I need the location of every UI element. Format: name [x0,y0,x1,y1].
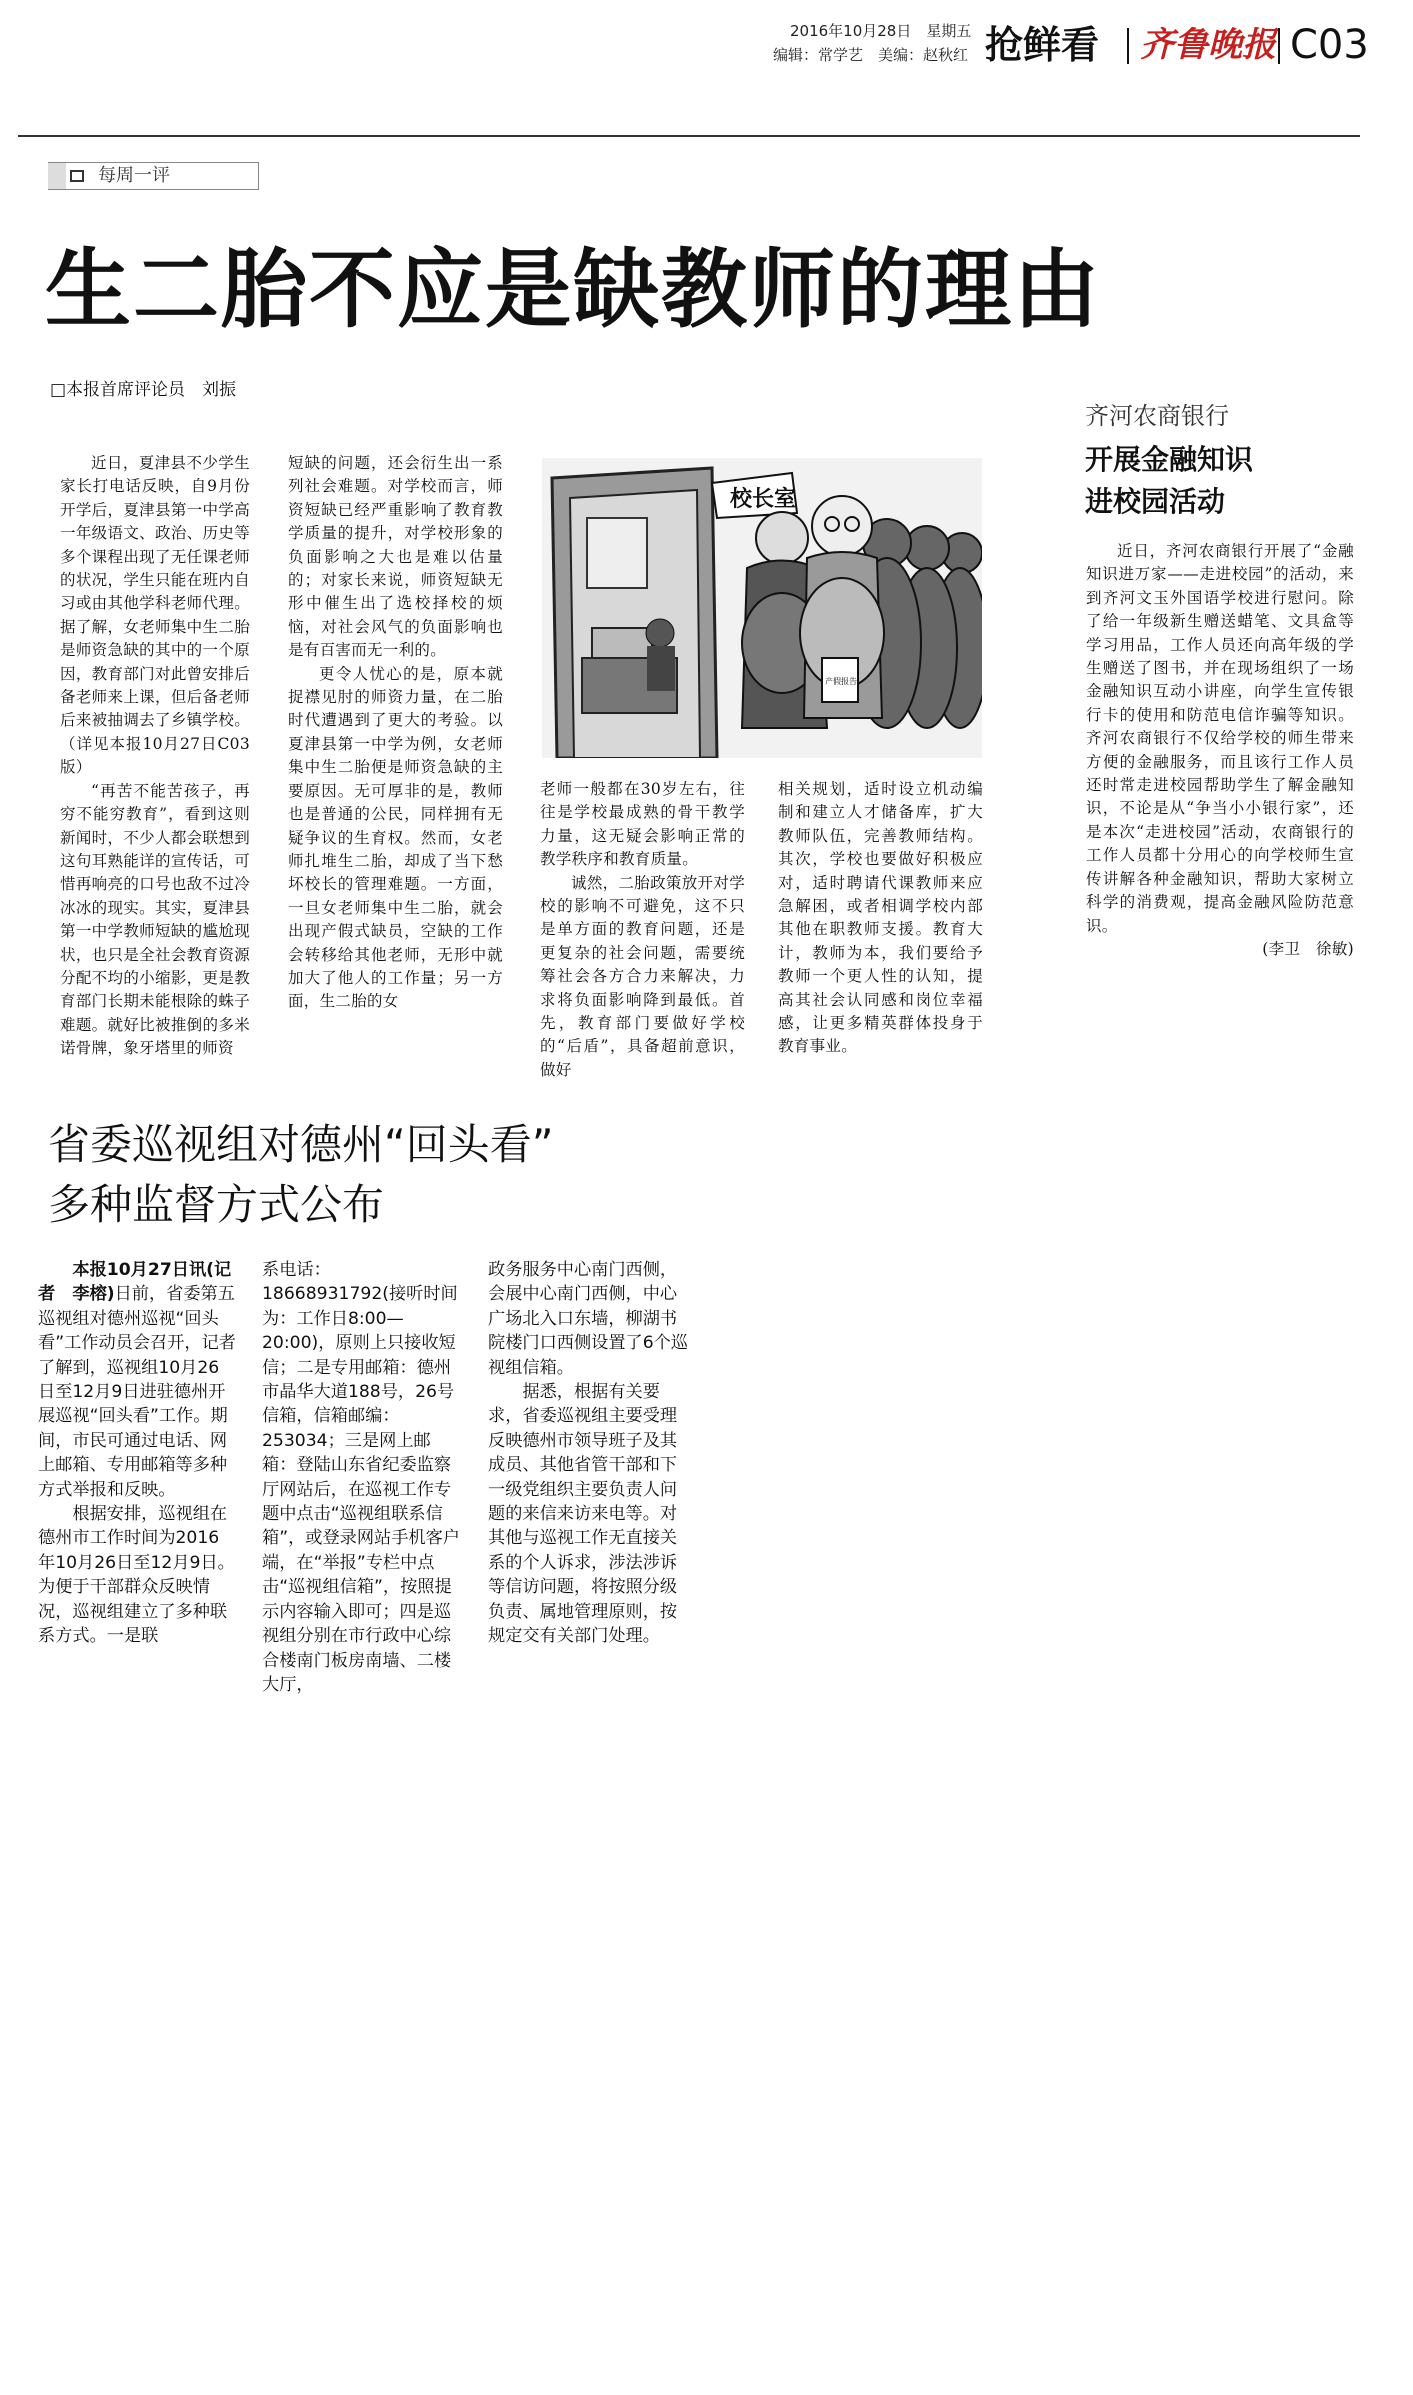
column-tag [48,162,259,190]
paragraph: 相关规划，适时设立机动编制和建立人才储备库，扩大教师队伍，完善教师结构。其次，学校也要做好积极应对，适时聘请代课教师来应急解困，或者相调学校内部其他在职教师支援。教育大计，教师为本，我们要给予教师一个更人性的认知，提高其社会认同感和岗位幸福感，让更多精英群体投身于教育事业。 [778,780,983,1056]
paragraph: 系电话：18668931792(接听时间为：工作日8:00—20:00)，原则上只接收短信；二是专用邮箱：德州市晶华大道188号，26号信箱，信箱邮编：253034；三是网上邮箱：登陆山东省纪委监察厅网站后，在巡视工作专题中点击“巡视组联系信箱”，或登录网站手机客户端，在“举报”专栏中点击“巡视组信箱”，按照提示内容输入即可；四是巡视组分别在市行政中心综合楼南门板房南墙、二楼大厅， [262,1260,460,1695]
office-sign-text: 校长室 [730,487,797,512]
paragraph: 本报10月27日讯(记者 李榕)日前，省委第五巡视组对德州巡视“回头看”工作动员会召开，记者了解到，巡视组10月26日至12月9日进驻德州开展巡视“回头看”工作。期间，市民可通过电话、网上邮箱、专用邮箱等多种方式举报和反映。 [38,1260,236,1500]
article-column-2 [288,452,503,1014]
paragraph: 老师一般都在30岁左右，往往是学校最成熟的骨干教学力量，这无疑会影响正常的教学秩序和教育质量。 [540,780,745,869]
editorial-cartoon [542,458,982,758]
article-column-4 [778,778,983,1059]
paragraph: 根据安排，巡视组在德州市工作时间为2016年10月26日至12月9日。为便于干部群众反映情况，巡视组建立了多种联系方式。一是联 [38,1504,235,1647]
leave-report-paper [822,658,858,702]
paragraph: 短缺的问题，还会衍生出一系列社会难题。对学校而言，师资短缺已经严重影响了教育教学质量的提升，对学校形象的负面影响之大也是难以估量的；对家长来说，师资短缺无形中催生出了选校择校的烦恼，对社会风气的负面影响也是有百害而无一利的。 [288,454,503,660]
newspaper-logo: 齐鲁晚报 [1140,25,1276,65]
paragraph: 更令人忧心的是，原本就捉襟见肘的师资力量，在二胎时代遭遇到了更大的考验。以夏津县第一中学为例，女老师集中生二胎便是师资急缺的主要原因。无可厚非的是，教师也是普通的公民，同样拥有无疑争议的生育权。然而，女老师扎堆生二胎，却成了当下愁坏校长的管理难题。一方面，一旦女老师集中生二胎，就会出现产假式缺员，空缺的工作会转移给其他老师，无形中就加大了他人的工作量；另一方面，生二胎的女 [288,664,503,1011]
sidebar-headline: 进校园活动 [1085,485,1226,518]
article2-column-3 [488,1258,688,1649]
paragraph: 近日，齐河农商银行开展了“金融知识进万家——走进校园”的活动，来到齐河文玉外国语学校进行慰问。除了给一年级新生赠送蜡笔、文具盒等学习用品，工作人员还向高年级的学生赠送了图书，并在现场组织了一场金融知识互动小讲座，向学生宣传银行卡的使用和防范电信诈骗等知识。齐河农商银行不仅给学校的师生带来方便的金融服务，而且该行工作人员还时常走进校园帮助学生了解金融知识，不论是从“争当小小银行家”，还是本次“走进校园”活动，农商银行的工作人员都十分用心的向学校师生宣传讲解各种金融知识，帮助大家树立科学的消费观，提高金融风险防范意识。 [1086,542,1354,935]
section-name: 抢鲜看 [985,23,1100,67]
sidebar-author: (李卫 徐敏) [1262,939,1354,958]
paragraph: 据悉，根据有关要求，省委巡视组主要受理反映德州市领导班子及其成员、其他省管干部和下一级党组织主要负责人问题的来信来访来电等。对其他与巡视工作无直接关系的个人诉求，涉法涉诉等信访问题，将按照分级负责、属地管理原则，按规定交有关部门处理。 [488,1382,678,1647]
header-divider [1127,28,1129,64]
paragraph: 政务服务中心南门西侧，会展中心南门西侧，中心广场北入口东墙，柳湖书院楼门口西侧设置了6个巡视组信箱。 [488,1260,688,1378]
editor-credits: 编辑：常学艺 美编：赵秋红 [773,46,969,64]
page-number: C03 [1290,22,1369,68]
paragraph: 诚然，二胎政策放开对学校的影响不可避免，这不只是单方面的教育问题，还是更复杂的社会问题，需要统筹社会各方合力来解决，力求将负面影响降到最低。首先，教育部门要做好学校的“后盾”，具备超前意识，做好 [540,873,745,1079]
article-column-1 [60,452,250,1061]
column-tag-label: 每周一评 [98,165,170,186]
article2-headline: 省委巡视组对德州“回头看” [48,1120,554,1169]
header-rule [18,135,1360,137]
paragraph: 近日，夏津县不少学生家长打电话反映，自9月份开学后，夏津县第一中学高一年级语文、政治、历史等多个课程出现了无任课老师的状况，学生只能在班内自习或由其他学科老师代理。据了解，女老师集中生二胎是师资急缺的其中的一个原因，教育部门对此曾安排后备老师来上课，但后备老师后来被抽调去了乡镇学校。（详见本报10月27日C03版） [60,454,250,777]
issue-date: 2016年10月28日 星期五 [790,22,972,40]
sidebar-source: 齐河农商银行 [1085,402,1229,430]
article-headline: 生二胎不应是缺教师的理由 [45,240,1101,340]
article2-column-1 [38,1258,236,1649]
paragraph: “再苦不能苦孩子，再穷不能穷教育”，看到这则新闻时，不少人都会联想到这句耳熟能详的宣传话，可惜再响亮的口号也敌不过冷冰冰的现实。其实，夏津县第一中学教师短缺的尴尬现状，也只是全社会教育资源分配不均的小缩影，更是教育部门长期未能根除的蛛子难题。就好比被推倒的多米诺骨牌，象牙塔里的师资 [60,781,250,1058]
article2-lead: 本报10月27日讯(记者 李榕) [38,1260,232,1305]
sidebar-body [1086,540,1354,962]
leave-report-text: 产假报告 [825,677,857,686]
header-divider [1278,28,1280,64]
article2-subheadline: 多种监督方式公布 [48,1180,385,1229]
article2-column-2 [262,1258,460,1697]
square-icon [70,170,84,182]
sidebar-headline: 开展金融知识 [1085,443,1254,476]
article-byline: □本报首席评论员 刘振 [50,380,237,400]
article-column-3 [540,778,745,1082]
